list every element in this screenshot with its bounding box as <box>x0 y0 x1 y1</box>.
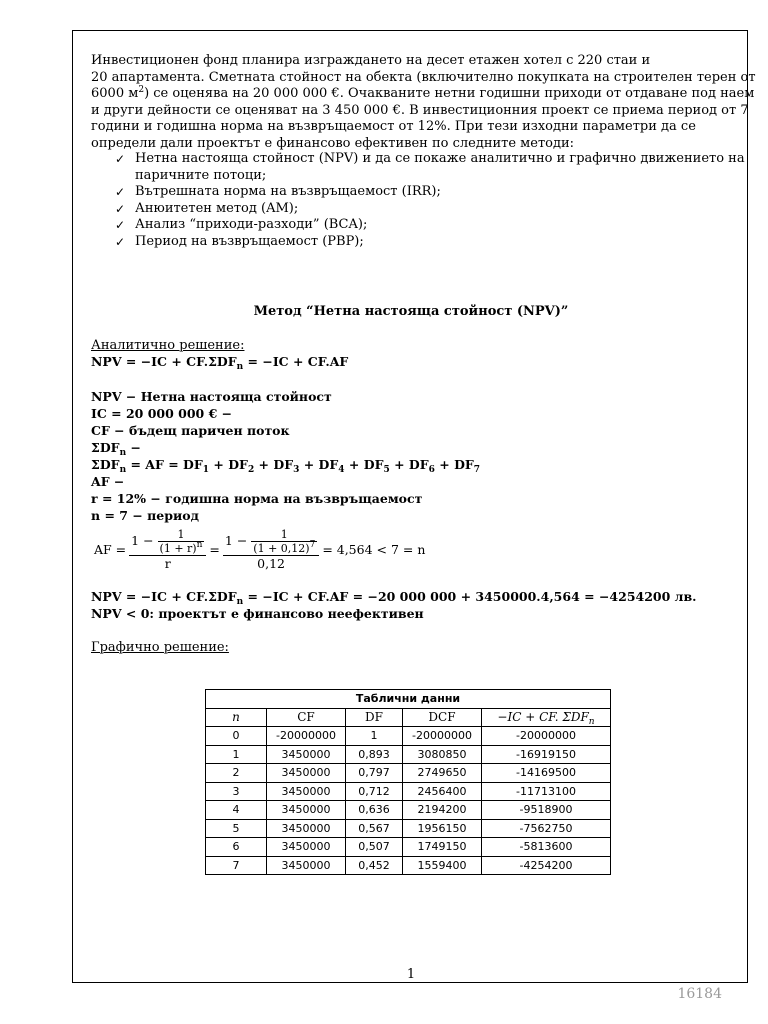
document-id: 16184 <box>677 986 722 1002</box>
table-row <box>206 727 611 746</box>
list-item: ✓ Анюитетен метод (AM); <box>115 200 299 216</box>
table-cell: 7 <box>206 856 267 875</box>
analytic-heading: Аналитично решение: <box>91 338 245 353</box>
fraction: 1 − $\frac{1}{(1 + 0,12)^7}$ 0,12 <box>223 528 319 571</box>
graphic-heading: Графично решение: <box>91 640 229 655</box>
table-cell: -4254200 <box>482 856 611 875</box>
def-npv: NPV − Нетна настояща стойност <box>91 389 332 404</box>
npv-calculation: NPV = $-IC + CF.\Sigma DF_n = -IC + CF.AF = -20$ 000 000 + 3450000.4,564 = −4254200 лв. <box>91 589 697 607</box>
def-ic: IC = 20 000 000 € − <box>91 406 233 421</box>
table-row <box>206 782 611 801</box>
column-header: n <box>206 708 267 727</box>
table-cell: 1749150 <box>403 838 482 857</box>
fraction: $\frac{1}{(1 + 0,12)^7}$ <box>253 527 316 555</box>
table-cell: 3450000 <box>267 745 346 764</box>
table-cell: -16919150 <box>482 745 611 764</box>
table-cell: 0,712 <box>346 782 403 801</box>
column-header: DCF <box>403 708 482 727</box>
def-n: n = 7 − период <box>91 508 199 523</box>
fraction: $\frac{1}{(1 + r)^n}$ <box>159 527 203 555</box>
list-item: ✓ Период на възвръщаемост (PBP); <box>115 233 364 249</box>
table-cell: 0,507 <box>346 838 403 857</box>
table-cell: 0,567 <box>346 819 403 838</box>
table-row <box>206 745 611 764</box>
table-cell: 3450000 <box>267 782 346 801</box>
list-item: ✓ Вътрешната норма на възвръщаемост (IRR); <box>115 184 441 199</box>
table-cell: -14169500 <box>482 764 611 783</box>
table-cell: 1559400 <box>403 856 482 875</box>
fraction: 1 − $\frac{1}{(1 + r)^n}$ r <box>129 528 206 571</box>
checkmark-icon: ✓ <box>115 218 126 232</box>
table-cell: 3080850 <box>403 745 482 764</box>
table-cell: 0,452 <box>346 856 403 875</box>
table-row <box>206 838 611 857</box>
section-title: Метод “Нетна настояща стойност (NPV)” <box>253 304 569 319</box>
checkmark-icon: ✓ <box>115 185 126 199</box>
list-item: ✓ Анализ “приходи-разходи” (BCA); <box>115 217 368 232</box>
conclusion: NPV < 0: проектът е финансово неефективен <box>91 606 424 621</box>
table-row <box>206 856 611 875</box>
npv-formula: NPV = $-IC + CF.\Sigma DF_n = -IC + CF.AF$ <box>91 354 349 372</box>
table-cell: 2749650 <box>403 764 482 783</box>
table-cell: 0 <box>206 727 267 746</box>
checkmark-icon: ✓ <box>115 234 126 249</box>
table-cell: -11713100 <box>482 782 611 801</box>
checkmark-icon: ✓ <box>115 152 126 166</box>
column-header: −IC + CF. $\Sigma DF_n$ <box>482 708 611 727</box>
table-cell: 3450000 <box>267 856 346 875</box>
table-row <box>206 764 611 783</box>
table-cell: 0,636 <box>346 801 403 820</box>
def-sdf: $\Sigma DF_n$ − <box>91 440 141 458</box>
def-sum: $\Sigma DF_n$ = AF = $DF_1 + DF_2 + DF_3 + DF_4 + DF_5 + DF_6 + DF_7$ <box>91 457 481 475</box>
intro-line: 20 апартамента. Сметната стойност на обекта (включително покупката на строителен терен от <box>91 69 756 85</box>
list-item: ✓ Нетна настояща стойност (NPV) и да се покаже аналитично и графично движението на паричните потоци; <box>115 151 745 183</box>
table-cell: -5813600 <box>482 838 611 857</box>
table-cell: -7562750 <box>482 819 611 838</box>
table-cell: 0,797 <box>346 764 403 783</box>
checkmark-icon: ✓ <box>115 201 126 216</box>
intro-line: и други дейности се оценяват на 3 450 000 €. В инвестиционния проект се приема период от 7 <box>91 102 749 118</box>
methods-list <box>111 151 745 250</box>
table-cell: 0,893 <box>346 745 403 764</box>
intro-line: години и годишна норма на възвръщаемост от 12%. При тези изходни параметри да се <box>91 119 696 135</box>
column-header: CF <box>267 708 346 727</box>
table-cell: 1 <box>346 727 403 746</box>
af-formula: AF = 1 − $\frac{1}{(1 + r)^n}$ r = 1 − $\frac{1}{(1 + 0,12)^7}$ 0,12 = 4,564 < 7 = n <box>94 527 426 571</box>
data-table <box>205 689 611 875</box>
table-cell: 3450000 <box>267 819 346 838</box>
table-cell: 3 <box>206 782 267 801</box>
table-cell: -9518900 <box>482 801 611 820</box>
problem-statement <box>91 53 756 153</box>
def-r: r = 12% − годишна норма на възвръщаемост <box>91 491 423 506</box>
page-number: 1 <box>406 967 416 982</box>
table-cell: 1 <box>206 745 267 764</box>
table-cell: 3450000 <box>267 838 346 857</box>
table-cell: 2 <box>206 764 267 783</box>
table-cell: -20000000 <box>403 727 482 746</box>
table-cell: 2194200 <box>403 801 482 820</box>
table-cell: 1956150 <box>403 819 482 838</box>
table-row <box>206 801 611 820</box>
table-cell: 4 <box>206 801 267 820</box>
intro-line: 6000 $м^2$) се оценява на 20 000 000 €. Очакваните нетни годишни приходи от отдаване под наем <box>91 85 755 102</box>
table-cell: 2456400 <box>403 782 482 801</box>
intro-line: Инвестиционен фонд планира изграждането на десет етажен хотел с 220 стаи и <box>91 53 651 68</box>
table-cell: 5 <box>206 819 267 838</box>
def-af: AF − <box>91 474 125 489</box>
intro-line: определи дали проектът е финансово ефективен по следните методи: <box>91 135 575 151</box>
table-cell: 3450000 <box>267 764 346 783</box>
table-cell: 6 <box>206 838 267 857</box>
table-cell: -20000000 <box>482 727 611 746</box>
table-caption: Таблични данни <box>206 690 611 709</box>
document-page <box>72 30 756 983</box>
column-header: DF <box>346 708 403 727</box>
table-cell: 3450000 <box>267 801 346 820</box>
table-cell: -20000000 <box>267 727 346 746</box>
table-header-row <box>206 708 611 727</box>
def-cf: CF − бъдещ паричен поток <box>91 423 290 438</box>
table-row <box>206 819 611 838</box>
